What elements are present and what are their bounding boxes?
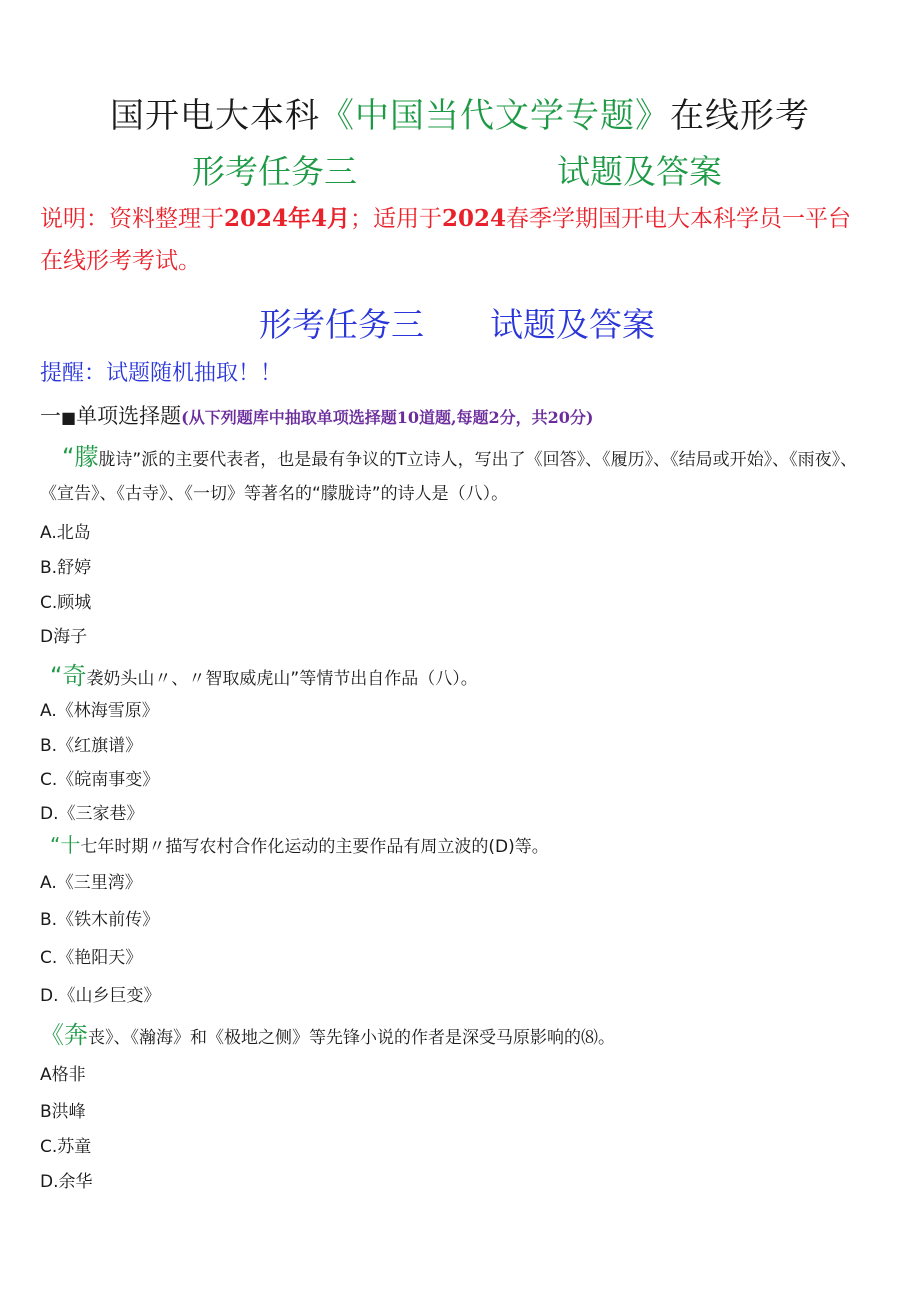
document-note: 说明：资料整理于2024年4月；适用于2024春季学期国开电大本科学员一平台在线形考考试。 <box>40 205 852 274</box>
question-3-option-d: D.《山乡巨变》 <box>40 986 161 1006</box>
section-detail: (从下列题库中抽取单项选择题10道题,每题2分，共20分) <box>181 408 594 427</box>
question-3-option-c: C.《艳阳天》 <box>40 948 143 968</box>
blue-title-right: 试题及答案 <box>490 305 655 344</box>
question-1-option-b: B.舒婷 <box>40 558 92 578</box>
title-suffix: 在线形考 <box>670 96 810 136</box>
question-1-option-c: C.顾城 <box>40 593 92 613</box>
section-heading: 一■单项选择题(从下列题库中抽取单项选择题10道题,每题2分，共20分) <box>40 404 594 428</box>
document-title <box>0 88 920 137</box>
question-4-option-b: B洪峰 <box>40 1102 86 1122</box>
blue-title-left: 形考任务三 <box>259 305 424 344</box>
question-2-option-c: C.《皖南事变》 <box>40 770 160 790</box>
question-1-stem: “朦胧诗”派的主要代表者，也是最有争议的T立诗人，写出了《回答》、《履历》、《结局或开始》、《雨夜》、《宣告》、《古寺》、《一切》等著名的“朦胧诗”的诗人是（八）。 <box>40 443 858 504</box>
question-3-option-a: A.《三里湾》 <box>40 873 142 893</box>
subtitle-right: 试题及答案 <box>557 152 722 191</box>
question-3-option-b: B.《铁木前传》 <box>40 910 160 930</box>
question-1-option-d: D海子 <box>40 627 88 647</box>
subtitle-left: 形考任务三 <box>192 152 357 191</box>
question-4-option-c: C.苏童 <box>40 1137 92 1157</box>
title-course: 《中国当代文学专题》 <box>320 96 670 136</box>
question-3-stem: “十七年时期〃描写农村合作化运动的主要作品有周立波的(D)等。 <box>50 833 549 857</box>
tip-text: 提醒：试题随机抽取！！ <box>40 361 283 386</box>
question-2-option-a: A.《林海雪原》 <box>40 701 159 721</box>
question-2-option-d: D.《三家巷》 <box>40 804 144 824</box>
question-2-option-b: B.《红旗谱》 <box>40 736 143 756</box>
square-bullet-icon: ■ <box>61 408 77 427</box>
question-4-option-a: A格非 <box>40 1065 86 1085</box>
question-2-stem: “奇袭奶头山〃、〃智取威虎山”等情节出自作品（八）。 <box>50 662 478 690</box>
title-prefix: 国开电大本科 <box>110 96 320 136</box>
question-4-stem: 《奔丧》、《瀚海》和《极地之侧》等先锋小说的作者是深受马原影响的⑻。 <box>40 1021 615 1049</box>
question-4-option-d: D.余华 <box>40 1172 93 1192</box>
question-1-option-a: A.北岛 <box>40 523 91 543</box>
